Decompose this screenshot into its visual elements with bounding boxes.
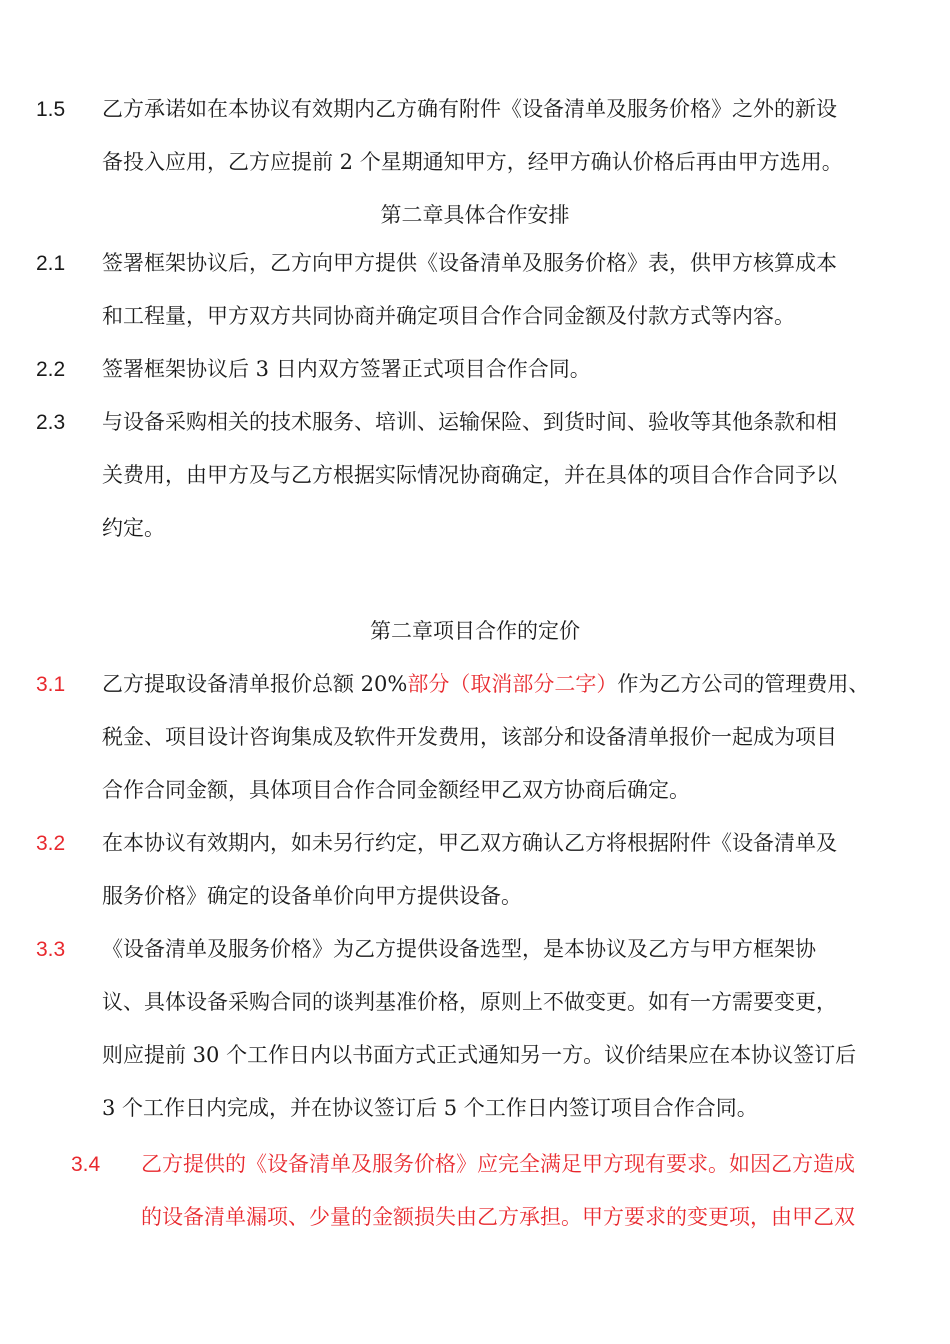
text-line: 签署框架协议后，乙方向甲方提供《设备清单及服务价格》表，供甲方核算成本: [102, 251, 837, 275]
clause-number: 3.1: [36, 673, 66, 696]
clause-number: 1.5: [36, 98, 66, 121]
clause-number: 2.2: [36, 358, 66, 381]
text-line: 《设备清单及服务价格》为乙方提供设备选型，是本协议及乙方与甲方框架协: [102, 937, 816, 961]
text-line: 的设备清单漏项、少量的金额损失由乙方承担。甲方要求的变更项，由甲乙双: [141, 1205, 855, 1229]
text-line: 合作合同金额，具体项目合作合同金额经甲乙双方协商后确定。: [102, 778, 690, 802]
chapter-heading: 第二章具体合作安排: [380, 203, 570, 227]
text-line: 则应提前 30 个工作日内以书面方式正式通知另一方。议价结果应在本协议签订后: [102, 1043, 857, 1067]
text-segment: 乙方提取设备清单报价总额 20%: [102, 672, 408, 696]
clause-number: 2.3: [36, 411, 66, 434]
clause-number: 3.4: [71, 1153, 101, 1176]
text-line: 在本协议有效期内，如未另行约定，甲乙双方确认乙方将根据附件《设备清单及: [102, 831, 837, 855]
clause-text: [102, 237, 837, 343]
chapter-heading: 第二章项目合作的定价: [370, 619, 580, 643]
revision-note: 部分（取消部分二字）: [407, 672, 618, 696]
clause-text: [102, 83, 843, 189]
text-line: 备投入应用，乙方应提前 2 个星期通知甲方，经甲方确认价格后再由甲方选用。: [102, 150, 843, 174]
clause-text: [102, 343, 591, 396]
text-line: 约定。: [102, 516, 165, 540]
text-line: 税金、项目设计咨询集成及软件开发费用，该部分和设备清单报价一起成为项目: [102, 725, 837, 749]
text-line: 3 个工作日内完成，并在协议签订后 5 个工作日内签订项目合作合同。: [102, 1096, 758, 1120]
clause-text: [102, 817, 837, 923]
text-line: 签署框架协议后 3 日内双方签署正式项目合作合同。: [102, 357, 591, 381]
text-line: 和工程量，甲方双方共同协商并确定项目合作合同金额及付款方式等内容。: [102, 304, 795, 328]
clause-number: 2.1: [36, 252, 66, 275]
text-line: 服务价格》确定的设备单价向甲方提供设备。: [102, 884, 522, 908]
text-line: [102, 658, 869, 711]
text-line: 乙方提供的《设备清单及服务价格》应完全满足甲方现有要求。如因乙方造成: [141, 1152, 855, 1176]
text-segment: 作为乙方公司的管理费用、: [617, 672, 870, 696]
clause-number: 3.2: [36, 832, 66, 855]
clause-text: [102, 396, 837, 555]
text-line: 乙方承诺如在本协议有效期内乙方确有附件《设备清单及服务价格》之外的新设: [102, 97, 837, 121]
text-line: 议、具体设备采购合同的谈判基准价格，原则上不做变更。如有一方需要变更，: [102, 990, 837, 1014]
clause-text: [102, 658, 869, 817]
text-line: 关费用，由甲方及与乙方根据实际情况协商确定，并在具体的项目合作合同予以: [102, 463, 837, 487]
text-line: 与设备采购相关的技术服务、培训、运输保险、到货时间、验收等其他条款和相: [102, 410, 837, 434]
clause-text: [141, 1138, 855, 1244]
clause-text: [102, 923, 856, 1135]
clause-number: 3.3: [36, 938, 66, 961]
